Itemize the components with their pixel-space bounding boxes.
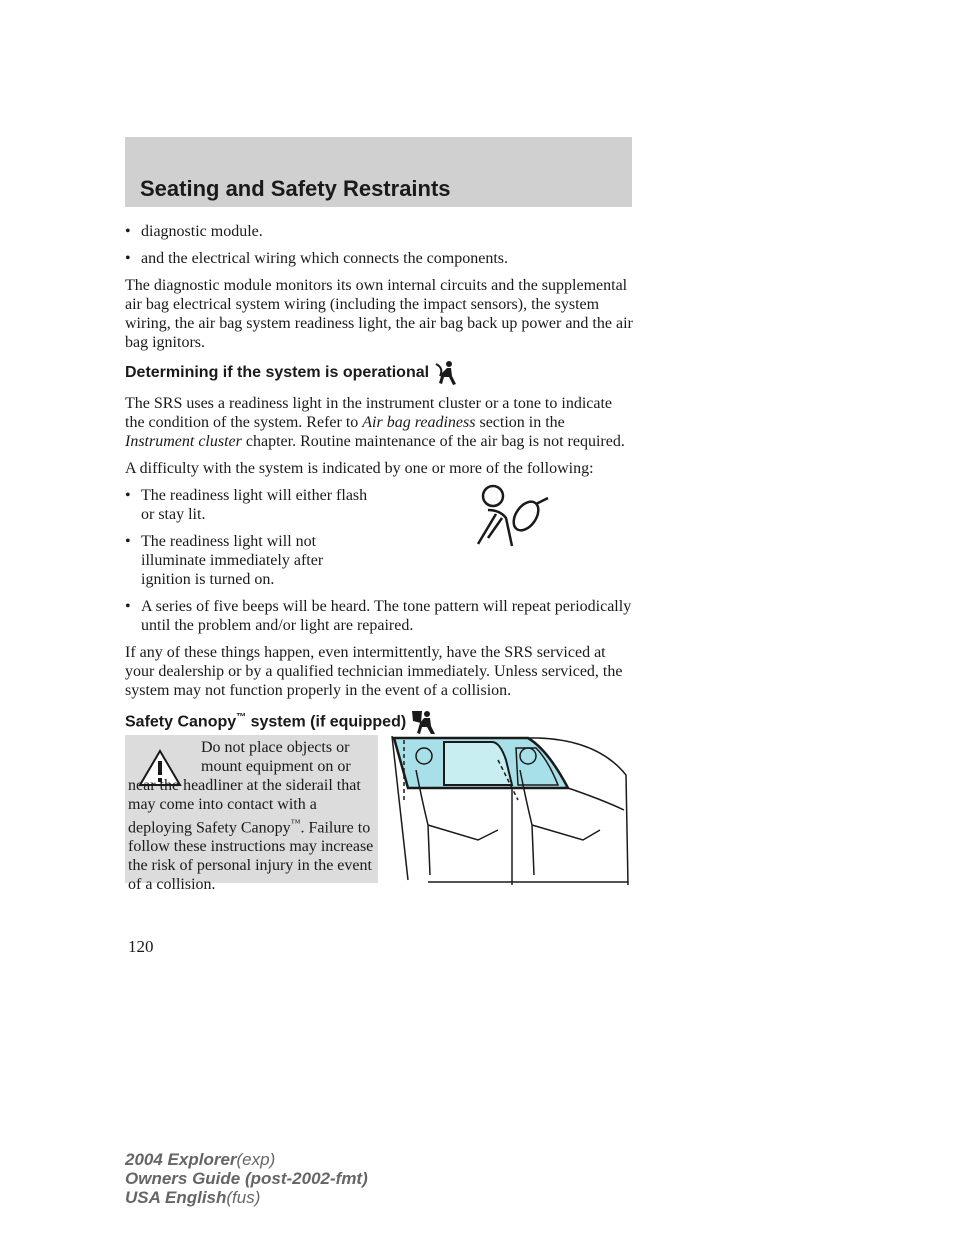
warning-text: Do not place objects or mount equipment on or near the headliner at the siderail that may come into contact with a deploying Safety Canopy™. Failure to follow these instructions may increase the risk of personal injury in the event of a collision. [128,739,374,894]
list-item: • A series of five beeps will be heard. The tone pattern will repeat periodically until the problem and/or light are repaired. [125,598,632,634]
page-number: 120 [128,937,154,956]
bullet-dot: • [125,533,131,550]
link-instrument-cluster: Instrument cluster [125,433,242,450]
list-item: • and the electrical wiring which connects the components. [125,250,508,267]
paragraph-service: If any of these things happen, even intermittently, have the SRS serviced at your dealership or by a qualified technician immediately. Unless serviced, the system may not function properly in the event of a collision. [125,644,623,699]
footer-line-2: Owners Guide (post-2002-fmt) [125,1169,368,1188]
warning-box [125,735,378,894]
bullet-dot: • [125,598,131,615]
heading-safety-canopy: Safety Canopy™ system (if equipped) [125,708,635,735]
airbag-person-icon [474,484,554,548]
paragraph-srs: The SRS uses a readiness light in the instrument cluster or a tone to indicate the condition of the system. Refer to Air bag readiness section in the Instrument cluster chapter. Routine maintenance of the air bag is not required. [125,395,625,450]
safety-canopy-illustration [388,730,634,888]
footer-line-1: 2004 Explorer(exp) [125,1150,276,1169]
bullet-dot: • [125,487,131,504]
paragraph-diagnostic: The diagnostic module monitors its own internal circuits and the supplemental air bag electrical system wiring (including the impact sensors), the system wiring, the air bag system readiness light, the air bag back up power and the air bag ignitors. [125,277,633,351]
bullet-dot: • [125,250,131,267]
list-item: • The readiness light will not illuminate immediately after ignition is turned on. [125,533,324,588]
list-item: • The readiness light will either flash or stay lit. [125,487,368,523]
section-title: Seating and Safety Restraints [140,176,451,201]
document-footer [125,1150,368,1207]
body-text [125,222,635,743]
list-item: • diagnostic module. [125,223,263,240]
airbag-warning-light [474,484,554,553]
footer-line-3: USA English(fus) [125,1188,261,1207]
link-airbag-readiness: Air bag readiness [362,414,476,431]
paragraph-difficulty: A difficulty with the system is indicated by one or more of the following: [125,460,594,477]
bullet-dot: • [125,223,131,240]
side-airbag-icon [434,360,458,386]
heading-operational: Determining if the system is operational [125,360,635,386]
